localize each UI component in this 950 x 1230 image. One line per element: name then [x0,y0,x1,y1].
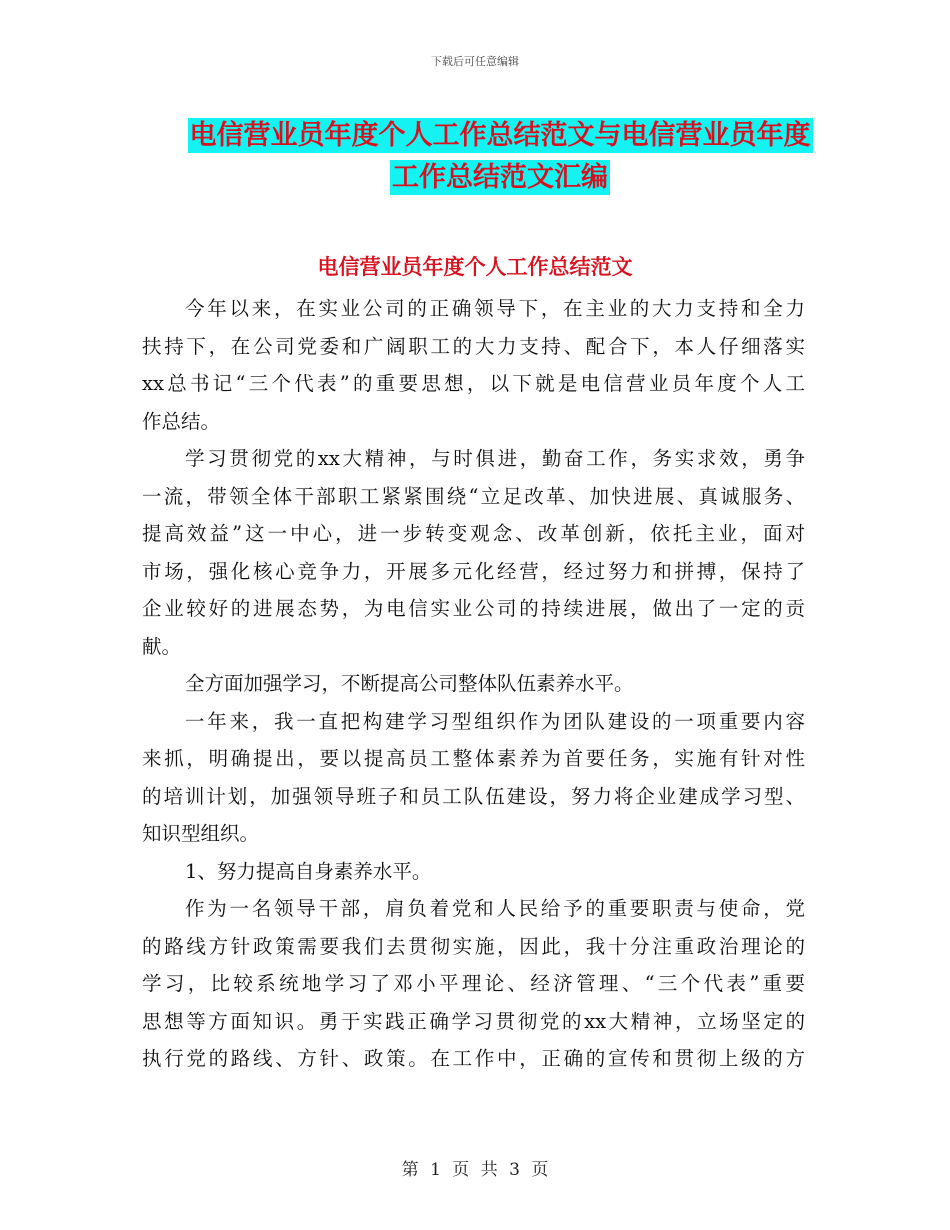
paragraph-line: 的路线方针政策需要我们去贯彻实施，因此，我十分注重政治理论的 [142,934,805,958]
paragraph-line: 作为一名领导干部，肩负着党和人民给予的重要职责与使命，党 [185,897,805,920]
main-title-line-2-text: 工作总结范文汇编 [392,162,608,193]
main-title-line-1-text: 电信营业员年度个人工作总结范文与电信营业员年度 [189,120,811,151]
paragraph-line: xx总书记“三个代表”的重要思想，以下就是电信营业员年度个人工 [142,372,805,395]
paragraph-line: 今年以来，在实业公司的正确领导下，在主业的大力支持和全力 [185,297,805,320]
paragraph-line: 执行党的路线、方针、政策。在工作中，正确的宣传和贯彻上级的方 [142,1047,805,1070]
paragraph-line: 扶持下，在公司党委和广阔职工的大力支持、配合下，本人仔细落实 [142,334,805,358]
main-title-line-2 [150,155,850,194]
main-title-line-1 [150,113,850,152]
paragraph-line: 献。 [142,634,182,658]
paragraph-line: 学习贯彻党的xx大精神，与时俱进，勤奋工作，务实求效，勇争 [185,447,805,470]
paragraph-line: 提高效益”这一中心，进一步转变观念、改革创新，依托主业，面对 [142,522,805,545]
paragraph-line: 来抓，明确提出，要以提高员工整体素养为首要任务，实施有针对性 [142,747,805,770]
paragraph-line: 1、努力提高自身素养水平。 [185,859,432,883]
paragraph-line: 的培训计划，加强领导班子和员工队伍建设，努力将企业建成学习型、 [142,784,805,808]
document-body [142,290,805,1078]
paragraph-line: 知识型组织。 [142,822,260,845]
sub-title: 电信营业员年度个人工作总结范文 [317,255,633,279]
paragraph-line: 作总结。 [142,409,221,433]
paragraph-line: 市场，强化核心竞争力，开展多元化经营，经过努力和拼搏，保持了 [142,559,805,583]
page-footer: 第 1 页 共 3 页 [401,1160,549,1180]
header-note: 下载后可任意编辑 [431,55,519,68]
paragraph-line: 一流，带领全体干部职工紧紧围绕“立足改革、加快进展、真诚服务、 [142,484,805,508]
paragraph-line: 企业较好的进展态势，为电信实业公司的持续进展，做出了一定的贡 [142,597,805,620]
paragraph-line: 思想等方面知识。勇于实践正确学习贯彻党的xx大精神，立场坚定的 [142,1009,805,1033]
paragraph-line: 全方面加强学习，不断提高公司整体队伍素养水平。 [185,672,634,695]
paragraph-line: 一年来，我一直把构建学习型组织作为团队建设的一项重要内容 [185,709,805,733]
paragraph-line: 学习，比较系统地学习了邓小平理论、经济管理、“三个代表”重要 [142,972,805,995]
